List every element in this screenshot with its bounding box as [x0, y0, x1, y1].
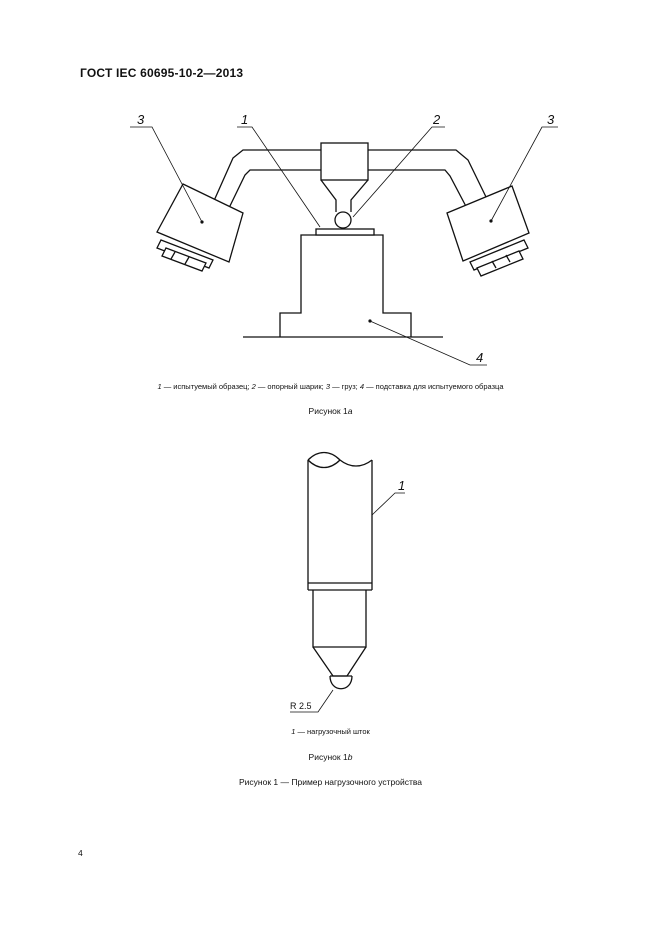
figure-1a-caption [0, 406, 661, 416]
caption-prefix: Рисунок 1 [308, 752, 348, 762]
callout-3-left: 3 [137, 112, 145, 127]
callout-1: 1 [241, 112, 249, 127]
radius-label: R 2.5 [290, 701, 312, 711]
callout-3-right: 3 [547, 112, 555, 127]
arm-left-inner [229, 170, 321, 208]
page-number: 4 [78, 848, 83, 858]
specimen-stand [280, 235, 411, 337]
legend-num: 2 [251, 382, 256, 391]
legend-text: — груз; [329, 382, 360, 391]
legend-text: — подставка для испытуемого образца [364, 382, 504, 391]
figure-1b-drawing [0, 440, 661, 720]
legend-num: 4 [359, 382, 365, 391]
caption-prefix: Рисунок 1 [308, 406, 348, 416]
load-holder-taper [321, 180, 336, 212]
load-rod-cone [313, 647, 366, 676]
leader-4 [370, 321, 487, 365]
legend-num: 3 [325, 382, 330, 391]
figure-1a-legend [0, 382, 661, 391]
figure-1-caption: Рисунок 1 — Пример нагрузочного устройства [238, 777, 422, 787]
leader-1b [372, 493, 405, 515]
load-rod-shank [313, 590, 366, 647]
legend-text: — опорный шарик; [255, 382, 326, 391]
legend-num: 1 [157, 382, 162, 391]
callout-1b: 1 [398, 478, 406, 493]
caption-suffix: b [347, 752, 353, 762]
legend-text: — нагрузочный шток [295, 727, 370, 736]
load-holder [321, 143, 368, 180]
figure-1b-legend [0, 727, 661, 736]
test-specimen [316, 229, 374, 235]
arm-right-outer [368, 150, 487, 199]
arm-right-inner [368, 170, 470, 214]
callout-2: 2 [433, 112, 441, 127]
load-rod-top [308, 453, 372, 467]
figure-1a-drawing [0, 0, 661, 380]
legend-num: 1 [291, 727, 296, 736]
load-rod-tip [330, 676, 352, 689]
support-ball [335, 212, 351, 228]
leader-1 [237, 127, 320, 227]
caption-suffix: a [347, 406, 353, 416]
legend-text: — испытуемый образец; [161, 382, 252, 391]
document-header: ГОСТ IEC 60695-10-2—2013 [80, 66, 244, 80]
arm-left-outer [213, 150, 321, 203]
callout-4: 4 [476, 350, 484, 365]
figure-1b-caption [0, 752, 661, 762]
